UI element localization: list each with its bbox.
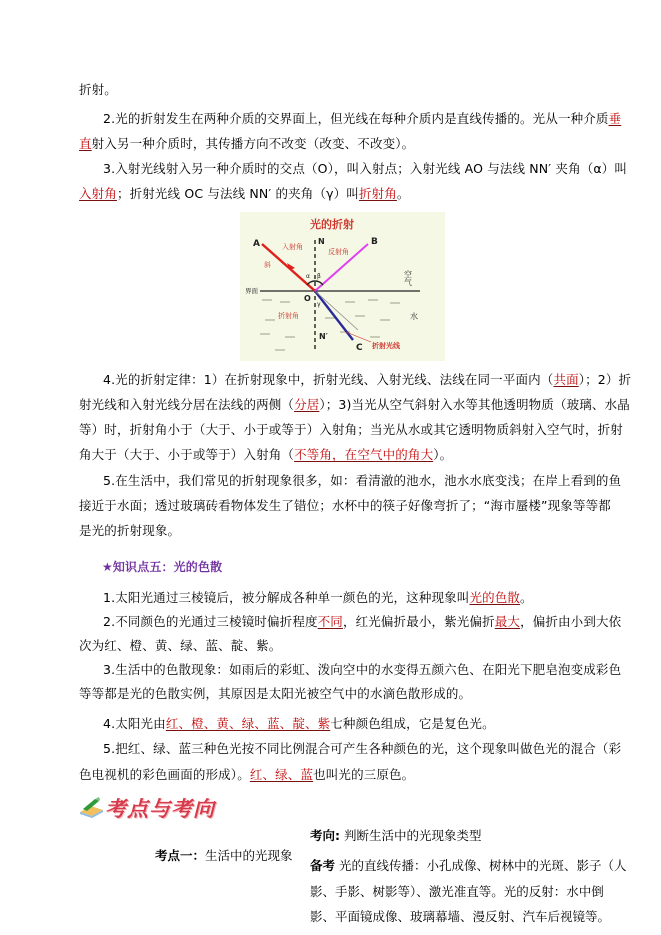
dispersion-3-line-2 xyxy=(79,686,471,702)
text: 5.在生活中，我们常见的折射现象很多，如：看清澈的池水，池水水底变浅；在岸上看到的鱼 xyxy=(103,473,622,488)
book-pen-icon xyxy=(79,796,105,818)
text: 色电视机的彩色画面的形成）。 xyxy=(79,767,250,782)
text: 3.入射光线射入另一种介质时的交点（O），叫入射点；入射光线 AO 与法线 NN′ 夹角（α）叫 xyxy=(103,161,628,176)
answer-blank: 折射角 xyxy=(358,186,397,201)
extension-line xyxy=(315,291,358,330)
dispersion-1 xyxy=(103,590,533,606)
text: 2.光的折射发生在两种介质的交界面上，但光线在每种介质内是直线传播的。光从一种介质 xyxy=(103,111,609,126)
answer-blank: 红、绿、蓝 xyxy=(249,767,314,782)
exam-point-text: 生活中的光现象 xyxy=(205,848,293,863)
refraction-diagram-svg xyxy=(240,212,445,361)
answer-blank: 光的色散 xyxy=(469,590,521,605)
dispersion-5-line-2 xyxy=(79,767,414,783)
answer-blank: 不等角，在空气中的角大 xyxy=(294,447,434,462)
exam-direction-text: 判断生活中的光现象类型 xyxy=(340,828,482,843)
answer-blank: 直 xyxy=(79,136,92,151)
text: ）。 xyxy=(433,447,453,462)
text: 次为红、橙、黄、绿、蓝、靛、紫。 xyxy=(79,638,282,653)
label-n: N xyxy=(318,237,325,246)
answer-blank: 分居 xyxy=(294,397,320,412)
exam-prep-line-2 xyxy=(310,884,604,900)
text: 影、平面镜成像、玻璃幕墙、漫反射、汽车后视镜等。 xyxy=(310,909,611,924)
refraction-diagram xyxy=(240,212,445,361)
label-air: 空气 xyxy=(403,270,413,286)
label-c: C xyxy=(356,343,363,353)
text: ；折射光线 OC 与法线 NN′ 的夹角（γ）叫 xyxy=(116,186,359,201)
section-heading: ★知识点五：光的色散 xyxy=(102,560,223,574)
text: 2.不同颜色的光通过三棱镜时偏折程度 xyxy=(103,614,318,629)
paragraph-3-line-1 xyxy=(103,161,627,177)
answer-blank: 红、橙、黄、绿、蓝、靛、紫 xyxy=(165,716,331,731)
exam-direction xyxy=(310,828,481,844)
text: 5.把红、绿、蓝三种色光按不同比例混合可产生各种颜色的光，这个现象叫做色光的混合（彩 xyxy=(103,741,622,756)
answer-blank: 不同 xyxy=(317,614,343,629)
text: 等等都是光的色散实例，其原因是太阳光被空气中的水滴色散形成的。 xyxy=(79,686,472,701)
text: 射光线和入射光线分居在法线的两侧（ xyxy=(79,397,295,412)
paragraph-2-line-1 xyxy=(103,111,621,127)
paragraph-5-line-1 xyxy=(103,473,621,489)
text: 射入另一种介质时，其传播方向不改变（改变、不改变）。 xyxy=(91,136,415,151)
label-oblique: 斜 xyxy=(264,261,271,269)
paragraph-4-line-4 xyxy=(79,447,452,463)
text: 折射。 xyxy=(79,82,117,97)
text: ，偏折由小到大依 xyxy=(520,614,622,629)
text: 接近于水面；透过玻璃砖看物体发生了错位；水杯中的筷子好像弯折了；“海市蜃楼”现象等等都 xyxy=(79,498,611,513)
label-interface: 界面 xyxy=(245,287,258,295)
label-reflection-angle: 反射角 xyxy=(328,248,349,256)
text: 影、手影、树影等）、激光准直等。光的反射：水中倒 xyxy=(310,884,604,899)
paragraph-3-line-2 xyxy=(79,186,410,202)
text: 七种颜色组成，它是复色光。 xyxy=(330,716,495,731)
exam-point-label: 考点一： xyxy=(155,848,206,863)
text: ）；3)当光从空气斜射入水等其他透明物质（玻璃、水晶 xyxy=(319,397,630,412)
text: 4.光的折射定律：1）在折射现象中，折射光线、入射光线、法线在同一平面内（ xyxy=(103,372,554,387)
text: 3.生活中的色散现象：如雨后的彩虹、泼向空中的水变得五颜六色、在阳光下肥皂泡变成彩色 xyxy=(103,662,622,677)
label-beta: β xyxy=(317,273,321,280)
paragraph-4-line-3 xyxy=(79,422,623,438)
exam-point xyxy=(155,846,293,864)
exam-prep-line-3 xyxy=(310,909,610,925)
text: 也叫光的三原色。 xyxy=(313,767,415,782)
label-gamma: γ xyxy=(317,301,321,308)
label-o: O xyxy=(304,294,311,303)
dispersion-4 xyxy=(103,716,495,732)
text: 4.太阳光由 xyxy=(103,716,166,731)
label-refracted-ray: 折射光线 xyxy=(372,342,400,350)
text: 。 xyxy=(520,590,533,605)
label-water: 水 xyxy=(410,312,418,321)
paragraph-refraction-end xyxy=(79,82,117,98)
label-a: A xyxy=(253,239,260,249)
text: 是光的折射现象。 xyxy=(79,523,181,538)
text: 光的直线传播：小孔成像、树林中的光斑、影子（人 xyxy=(335,858,627,873)
paragraph-5-line-2 xyxy=(79,498,611,514)
text: 1.太阳光通过三棱镜后，被分解成各种单一颜色的光，这种现象叫 xyxy=(103,590,470,605)
exam-direction-label: 考向: xyxy=(310,828,340,843)
answer-blank: 最大 xyxy=(494,614,521,629)
dispersion-3-line-1 xyxy=(103,662,621,678)
dispersion-2-line-2 xyxy=(79,638,281,654)
label-alpha: α xyxy=(306,273,310,280)
exam-prep-line-1 xyxy=(310,858,627,874)
text: ）；2）折 xyxy=(578,372,632,387)
answer-blank: 垂 xyxy=(608,111,622,126)
answer-blank: 入射角 xyxy=(79,186,117,201)
diagram-title: 光的折射 xyxy=(310,218,354,231)
paragraph-5-line-3 xyxy=(79,523,180,539)
label-b: B xyxy=(371,237,378,247)
dispersion-5-line-1 xyxy=(103,741,621,757)
answer-blank: 共面 xyxy=(553,372,579,387)
exam-prep-label: 备考 xyxy=(310,858,336,873)
banner-title: 考点与考向 xyxy=(105,796,215,821)
paragraph-4-line-2 xyxy=(79,397,630,413)
text: 角大于（大于、小于或等于）入射角（ xyxy=(79,447,295,462)
text: 。 xyxy=(396,186,410,201)
label-incident-angle: 入射角 xyxy=(282,243,303,251)
text: ，红光偏折最小，紫光偏折 xyxy=(342,614,495,629)
paragraph-2-line-2 xyxy=(79,136,414,152)
paragraph-4-line-1 xyxy=(103,372,631,388)
dispersion-2-line-1 xyxy=(103,614,621,630)
label-n-prime: N′ xyxy=(319,332,328,341)
label-refraction-angle: 折射角 xyxy=(278,312,299,320)
text: 等）时，折射角小于（大于、小于或等于）入射角；当光从水或其它透明物质斜射入空气时，折射 xyxy=(79,422,623,437)
